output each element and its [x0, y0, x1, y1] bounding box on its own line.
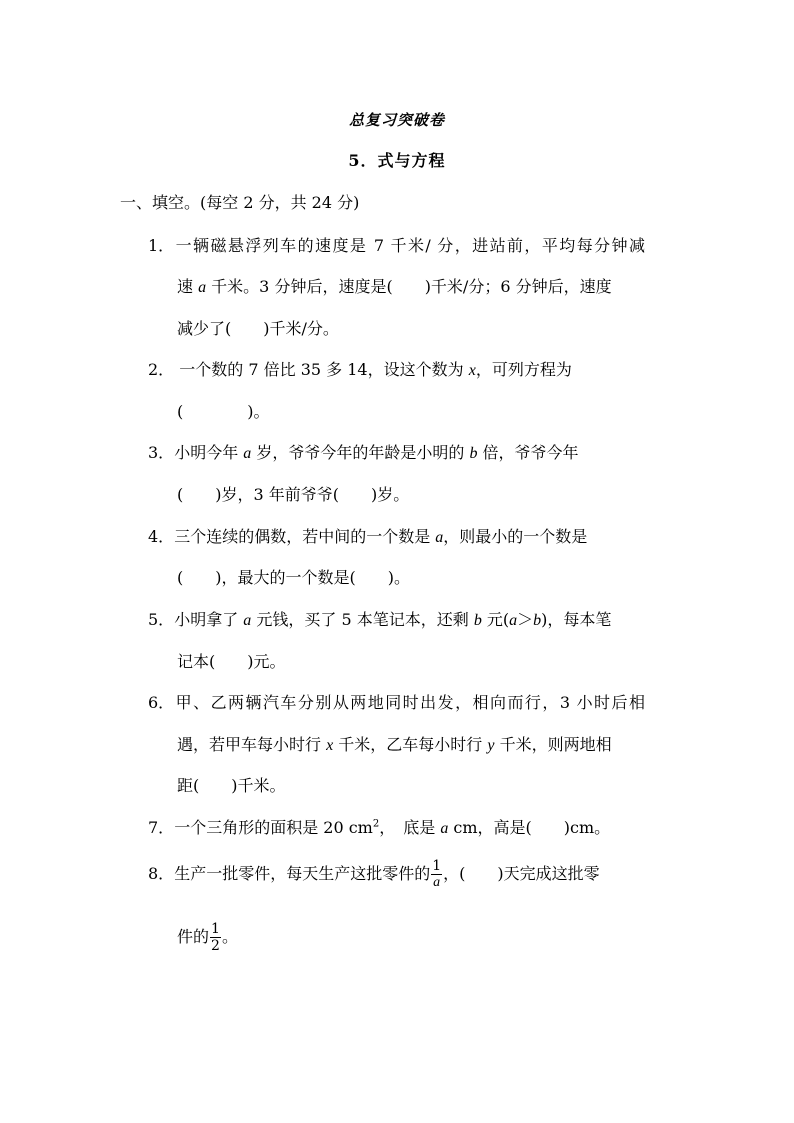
fraction-denominator: a	[433, 875, 441, 890]
question-text: 元(	[481, 610, 510, 629]
question-5-line-2: 记本( )元。	[177, 652, 286, 671]
question-text: 一个数的 7 倍比 35 多 14，设这个数为	[174, 360, 469, 379]
fraction-numerator: 1	[211, 921, 220, 937]
variable: b	[533, 612, 542, 629]
question-number: 4．	[148, 527, 175, 546]
question-text: ， 底是	[379, 818, 441, 837]
question-text: ＞	[517, 610, 534, 629]
question-text: ，( )天完成这批零	[443, 864, 600, 883]
variable: y	[487, 737, 495, 754]
question-text: ，可列方程为	[475, 360, 572, 379]
question-2-line-1	[148, 357, 572, 380]
question-text: 速	[177, 277, 199, 296]
fraction	[431, 858, 442, 891]
question-number: 7．	[148, 818, 175, 837]
question-text: 千米。3 分钟后，速度是( )千米/分；6 分钟后，速度	[206, 277, 612, 296]
question-text: cm，高是( )cm。	[448, 818, 611, 837]
page-subtitle: 5．式与方程	[348, 151, 446, 170]
question-text: 生产一批零件，每天生产这批零件的	[174, 864, 431, 883]
question-text: 一辆磁悬浮列车的速度是 7 千米/ 分，进站前，平均每分钟减	[174, 236, 645, 255]
question-text: 件的	[177, 927, 210, 946]
question-text: 小明拿了	[174, 610, 244, 629]
question-text: 倍，爷爷今年	[477, 443, 579, 462]
question-text: 元钱，买了 5 本笔记本，还剩	[251, 610, 474, 629]
section-heading: 一、填空。(每空 2 分，共 24 分)	[120, 193, 360, 212]
variable: a	[509, 612, 518, 629]
question-text: 一个三角形的面积是 20 cm	[174, 818, 373, 837]
question-2-line-2: ( )。	[177, 402, 270, 421]
question-8-line-2	[177, 921, 238, 954]
variable: a	[243, 445, 252, 462]
question-3-line-2: ( )岁，3 年前爷爷( )岁。	[177, 485, 410, 504]
variable: x	[326, 737, 334, 754]
fraction-denominator: 2	[211, 938, 220, 954]
variable: a	[243, 612, 252, 629]
question-5-line-1	[148, 607, 611, 630]
variable: a	[198, 279, 207, 296]
variable: a	[440, 820, 449, 837]
question-text: )，每本笔	[541, 610, 612, 629]
question-1-line-1	[148, 233, 645, 256]
question-text: 岁，爷爷今年的年龄是小明的	[251, 443, 470, 462]
question-1-line-2	[177, 274, 612, 297]
question-number: 2．	[148, 360, 175, 379]
question-number: 6．	[148, 693, 175, 712]
question-text: 三个连续的偶数，若中间的一个数是	[174, 527, 436, 546]
question-3-line-1	[148, 440, 579, 463]
question-6-line-3: 距( )千米。	[177, 776, 286, 795]
question-7-line-1	[148, 815, 610, 838]
fraction	[210, 921, 221, 954]
question-6-line-2	[177, 732, 612, 755]
question-number: 3．	[148, 443, 175, 462]
superscript: 2	[372, 818, 380, 830]
question-number: 5．	[148, 610, 175, 629]
variable: a	[435, 529, 444, 546]
question-text: ，则最小的一个数是	[443, 527, 588, 546]
variable: x	[468, 362, 476, 379]
page-title: 总复习突破卷	[348, 111, 445, 129]
question-6-line-1	[148, 690, 645, 713]
fraction-numerator: 1	[432, 858, 442, 874]
question-text: 甲、乙两辆汽车分别从两地同时出发，相向而行，3 小时后相	[174, 693, 645, 712]
question-4-line-2: ( )，最大的一个数是( )。	[177, 568, 410, 587]
question-8-line-1	[148, 858, 600, 891]
question-1-line-3: 减少了( )千米/分。	[177, 319, 339, 338]
variable: b	[469, 445, 478, 462]
question-text: 千米，乙车每小时行	[333, 735, 488, 754]
question-4-line-1	[148, 524, 587, 547]
question-text: 。	[221, 927, 238, 946]
question-text: 小明今年	[174, 443, 244, 462]
variable: b	[473, 612, 482, 629]
question-text: 遇，若甲车每小时行	[177, 735, 327, 754]
question-number: 1．	[148, 236, 175, 255]
question-number: 8．	[148, 864, 175, 883]
question-text: 千米，则两地相	[494, 735, 612, 754]
